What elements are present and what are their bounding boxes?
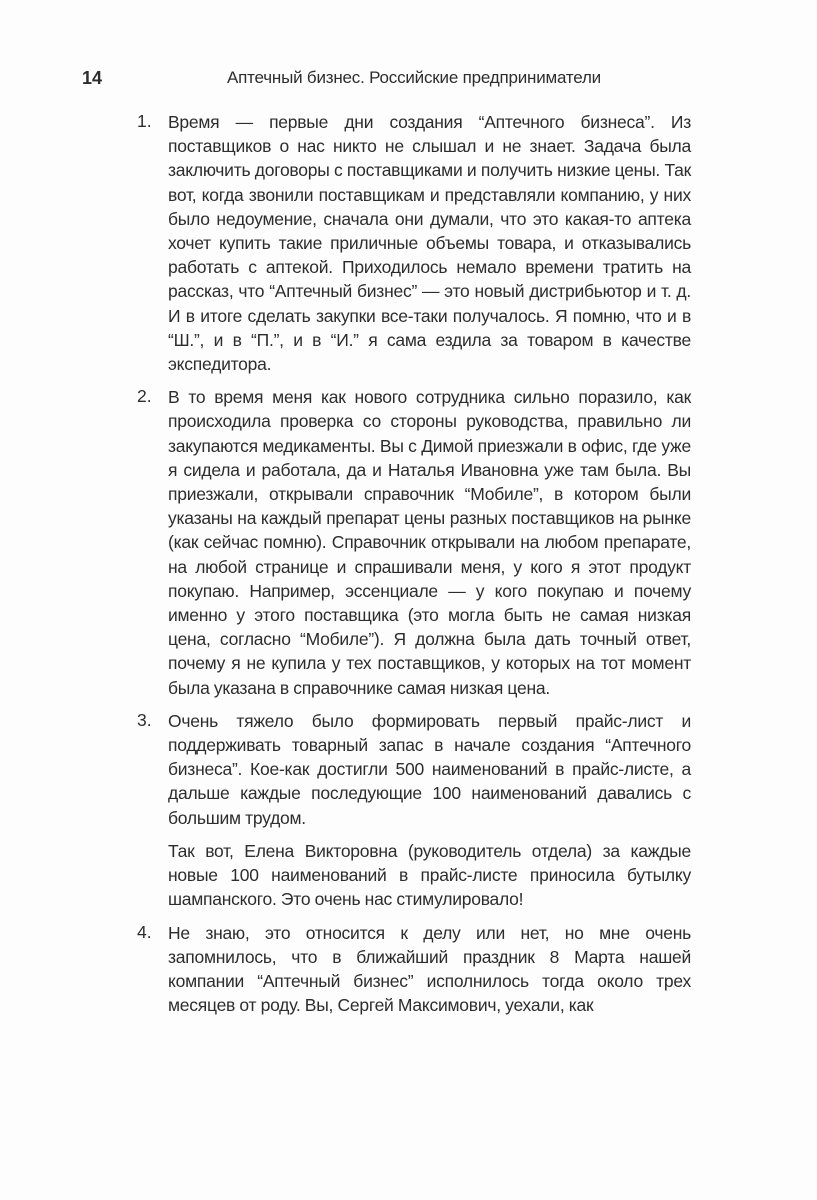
page-header (0, 68, 817, 94)
paragraph-continuation: Так вот, Елена Викторовна (руководитель отдела) за каждые новые 100 наименований в прайс-листе приносила бутылку шампанского. Это очень нас стимулировало! (168, 840, 691, 910)
page-content (137, 110, 691, 1026)
list-item-number: 3. (137, 709, 152, 730)
list-item-4 (137, 921, 691, 1018)
paragraph: Очень тяжело было формировать первый прайс-лист и поддерживать товарный запас в начале создания “Аптечного бизнеса”. Кое-как достигли 500 наименований в прайс-листе, а дальше каждые последующие 100 наименований давались с большим трудом. (168, 710, 691, 828)
paragraph: Время — первые дни создания “Аптечного бизнеса”. Из поставщиков о нас никто не слышал и не знает. Задача была заключить договоры с поставщиками и получить низкие цены. Так вот, когда звонили поставщикам и представляли компанию, у них было недоумение, сначала они думали, что это какая-то аптека хочет купить такие приличные объемы товара, и отказывались работать с аптекой. Приходилось немало времени тратить на рассказ, что “Аптечный бизнес” — это новый дистрибьютор и т. д. И в итоге сделать закупки все-таки получалось. Я помню, что и в “Ш.”, и в “П.”, и в “И.” я сама ездила за товаром в качестве экспедитора. (168, 112, 691, 375)
page-number: 14 (82, 68, 103, 88)
paragraph: Не знаю, это относится к делу или нет, но мне очень запомнилось, что в ближайший праздник 8 Марта нашей компании “Аптечный бизнес” исполнилось тогда около трех месяцев от роду. Вы, Сергей Максимович, уехали, как (168, 922, 691, 1016)
list-item-2 (137, 385, 691, 700)
paragraph: В то время меня как нового сотрудника сильно поразило, как происходила проверка со стороны руководства, правильно ли закупаются медикаменты. Вы с Димой приезжали в офис, где уже я сидела и работала, да и Наталья Ивановна уже там была. Вы приезжали, открывали справочник “Мобиле”, в котором были указаны на каждый препарат цены разных поставщиков на рынке (как сейчас помню). Справочник открывали на любом препарате, на любой странице и спрашивали меня, у кого я этот продукт покупаю. Например, эссенциале — у кого покупаю и почему именно у этого поставщика (это могла быть не самая низкая цена, согласно “Мобиле”). Я должна была дать точный ответ, почему я не купила у тех поставщиков, у которых на тот момент была указана в справочнике самая низкая цена. (168, 387, 691, 698)
running-head: Аптечный бизнес. Российские предприниматели (227, 68, 601, 87)
list-item-number: 1. (137, 111, 152, 131)
list-item-number: 2. (137, 386, 152, 407)
list-item-1 (137, 110, 691, 376)
list-item-3 (137, 709, 691, 912)
list-item-number: 4. (137, 921, 152, 942)
